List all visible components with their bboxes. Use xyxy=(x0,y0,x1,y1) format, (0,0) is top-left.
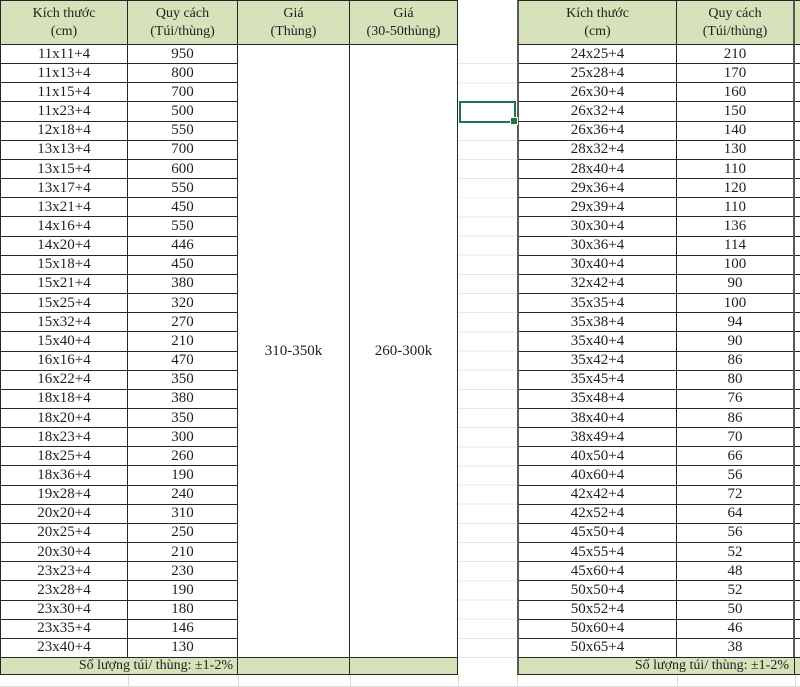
size-cell[interactable]: 11x11+4 xyxy=(1,45,127,64)
qty-cell[interactable]: 190 xyxy=(128,466,237,485)
qty-cell[interactable]: 700 xyxy=(128,141,237,160)
header-size-right-line1: Kích thước xyxy=(566,5,629,21)
qty-cell[interactable]: 550 xyxy=(128,179,237,198)
qty-cell[interactable]: 86 xyxy=(677,409,793,428)
empty-cell[interactable] xyxy=(795,179,800,198)
empty-cell[interactable] xyxy=(795,409,800,428)
qty-cell[interactable]: 52 xyxy=(677,543,793,562)
empty-cell[interactable] xyxy=(795,371,800,390)
size-cell[interactable]: 42x42+4 xyxy=(519,486,676,505)
qty-cell[interactable]: 130 xyxy=(677,141,793,160)
size-cell[interactable]: 13x15+4 xyxy=(1,160,127,179)
size-cell[interactable]: 24x25+4 xyxy=(519,45,676,64)
qty-cell[interactable]: 700 xyxy=(128,83,237,102)
size-cell[interactable]: 13x17+4 xyxy=(1,179,127,198)
size-cell[interactable]: 23x23+4 xyxy=(1,562,127,581)
size-cell[interactable]: 18x18+4 xyxy=(1,390,127,409)
qty-cell[interactable]: 130 xyxy=(128,639,237,658)
empty-cell[interactable] xyxy=(795,601,800,620)
qty-cell[interactable]: 310 xyxy=(128,505,237,524)
price-per-box-cell[interactable]: 310-350k xyxy=(238,45,350,658)
size-cell[interactable]: 50x60+4 xyxy=(519,620,676,639)
qty-cell[interactable]: 380 xyxy=(128,275,237,294)
size-cell[interactable]: 40x50+4 xyxy=(519,447,676,466)
header-size-left-line1: Kích thước xyxy=(32,5,96,21)
header-cutoff-cell xyxy=(795,0,800,45)
empty-cell[interactable] xyxy=(795,486,800,505)
qty-cell[interactable]: 150 xyxy=(677,102,793,121)
qty-cell[interactable]: 110 xyxy=(677,198,793,217)
qty-cell[interactable]: 240 xyxy=(128,486,237,505)
qty-cell[interactable]: 160 xyxy=(677,83,793,102)
header-qty-right-line2: (Túi/thùng) xyxy=(702,23,768,39)
qty-cell[interactable]: 180 xyxy=(128,601,237,620)
footer-note-left[interactable]: Số lượng túi/ thùng: ±1-2% xyxy=(0,657,238,675)
qty-cell[interactable]: 100 xyxy=(677,256,793,275)
qty-cell[interactable]: 270 xyxy=(128,313,237,332)
empty-cell[interactable] xyxy=(795,64,800,83)
size-cell[interactable]: 32x42+4 xyxy=(519,275,676,294)
header-size-right-line2: (cm) xyxy=(584,23,611,39)
empty-cell[interactable] xyxy=(795,390,800,409)
price-30-50-cell[interactable]: 260-300k xyxy=(350,45,458,658)
empty-cell[interactable] xyxy=(795,160,800,179)
qty-cell[interactable]: 50 xyxy=(677,601,793,620)
empty-cell[interactable] xyxy=(795,505,800,524)
size-cell[interactable]: 15x40+4 xyxy=(1,332,127,351)
header-qty-left-line2: (Túi/thùng) xyxy=(150,23,215,39)
size-cell[interactable]: 23x40+4 xyxy=(1,639,127,658)
size-cell[interactable]: 18x20+4 xyxy=(1,409,127,428)
header-qty-right-line1: Quy cách xyxy=(708,5,762,21)
empty-cell[interactable] xyxy=(795,45,800,64)
qty-cell[interactable]: 350 xyxy=(128,409,237,428)
footer-empty-bulk[interactable] xyxy=(350,657,458,675)
footer-left xyxy=(0,657,458,675)
size-cell[interactable]: 29x36+4 xyxy=(519,179,676,198)
qty-cell[interactable]: 38 xyxy=(677,639,793,658)
qty-cell[interactable]: 950 xyxy=(128,45,237,64)
empty-cell[interactable] xyxy=(795,466,800,485)
empty-cell[interactable] xyxy=(795,198,800,217)
size-cell[interactable]: 11x15+4 xyxy=(1,83,127,102)
qty-cell[interactable]: 500 xyxy=(128,102,237,121)
size-cell[interactable]: 35x48+4 xyxy=(519,390,676,409)
size-cell[interactable]: 28x40+4 xyxy=(519,160,676,179)
qty-cell[interactable]: 260 xyxy=(128,447,237,466)
size-cell[interactable]: 50x50+4 xyxy=(519,581,676,600)
header-price-bulk-line2: (30-50thùng) xyxy=(366,23,441,39)
size-cell[interactable]: 35x35+4 xyxy=(519,294,676,313)
qty-cell[interactable]: 450 xyxy=(128,256,237,275)
qty-cell[interactable]: 66 xyxy=(677,447,793,466)
empty-cell[interactable] xyxy=(795,543,800,562)
empty-cell[interactable] xyxy=(795,294,800,313)
qty-cell[interactable]: 140 xyxy=(677,122,793,141)
qty-cell[interactable]: 90 xyxy=(677,332,793,351)
size-cell[interactable]: 23x35+4 xyxy=(1,620,127,639)
qty-cell[interactable]: 56 xyxy=(677,524,793,543)
empty-cell[interactable] xyxy=(795,639,800,658)
header-price-box[interactable] xyxy=(238,0,350,45)
header-qty-right[interactable] xyxy=(677,0,795,45)
header-price-box-line2: (Thùng) xyxy=(270,23,317,39)
empty-cell[interactable] xyxy=(795,275,800,294)
size-cell[interactable]: 28x32+4 xyxy=(519,141,676,160)
size-cell[interactable]: 26x32+4 xyxy=(519,102,676,121)
size-cell[interactable]: 35x40+4 xyxy=(519,332,676,351)
fill-handle-icon[interactable] xyxy=(510,117,518,125)
empty-cell[interactable] xyxy=(795,217,800,236)
empty-cell[interactable] xyxy=(795,332,800,351)
size-column-left xyxy=(0,45,128,658)
header-qty-left-line1: Quy cách xyxy=(155,5,210,21)
size-cell[interactable]: 15x32+4 xyxy=(1,313,127,332)
size-cell[interactable]: 35x45+4 xyxy=(519,371,676,390)
qty-cell[interactable]: 210 xyxy=(677,45,793,64)
qty-cell[interactable]: 48 xyxy=(677,562,793,581)
qty-cell[interactable]: 120 xyxy=(677,179,793,198)
qty-cell[interactable]: 86 xyxy=(677,352,793,371)
size-cell[interactable]: 29x39+4 xyxy=(519,198,676,217)
header-price-bulk[interactable] xyxy=(350,0,458,45)
size-cell[interactable]: 15x21+4 xyxy=(1,275,127,294)
size-cell[interactable]: 23x28+4 xyxy=(1,581,127,600)
size-cell[interactable]: 11x23+4 xyxy=(1,102,127,121)
empty-cell[interactable] xyxy=(795,352,800,371)
qty-cell[interactable]: 470 xyxy=(128,352,237,371)
qty-cell[interactable]: 94 xyxy=(677,313,793,332)
size-cell[interactable]: 30x30+4 xyxy=(519,217,676,236)
qty-cell[interactable]: 64 xyxy=(677,505,793,524)
qty-cell[interactable]: 100 xyxy=(677,294,793,313)
footer-empty-box[interactable] xyxy=(238,657,350,675)
size-cell[interactable]: 11x13+4 xyxy=(1,64,127,83)
qty-cell[interactable]: 114 xyxy=(677,237,793,256)
size-cell[interactable]: 23x30+4 xyxy=(1,601,127,620)
size-cell[interactable]: 35x38+4 xyxy=(519,313,676,332)
empty-cell[interactable] xyxy=(795,122,800,141)
size-cell[interactable]: 16x16+4 xyxy=(1,352,127,371)
qty-cell[interactable]: 210 xyxy=(128,543,237,562)
empty-cell[interactable] xyxy=(795,447,800,466)
qty-cell[interactable]: 446 xyxy=(128,237,237,256)
qty-cell[interactable]: 56 xyxy=(677,466,793,485)
header-price-box-line1: Giá xyxy=(283,5,304,21)
qty-cell[interactable]: 110 xyxy=(677,160,793,179)
size-cell[interactable]: 45x50+4 xyxy=(519,524,676,543)
size-cell[interactable]: 45x60+4 xyxy=(519,562,676,581)
size-column-right xyxy=(517,45,677,658)
size-cell[interactable]: 14x16+4 xyxy=(1,217,127,236)
qty-cell[interactable]: 550 xyxy=(128,122,237,141)
size-cell[interactable]: 20x25+4 xyxy=(1,524,127,543)
size-cell[interactable]: 25x28+4 xyxy=(519,64,676,83)
qty-column-right xyxy=(677,45,795,658)
size-cell[interactable]: 26x30+4 xyxy=(519,83,676,102)
qty-cell[interactable]: 90 xyxy=(677,275,793,294)
qty-cell[interactable]: 70 xyxy=(677,428,793,447)
header-size-left[interactable] xyxy=(0,0,128,45)
selected-cell[interactable] xyxy=(459,101,516,123)
size-cell[interactable]: 50x52+4 xyxy=(519,601,676,620)
header-price-bulk-line1: Giá xyxy=(393,5,414,21)
size-cell[interactable]: 14x20+4 xyxy=(1,237,127,256)
qty-cell[interactable]: 550 xyxy=(128,217,237,236)
size-cell[interactable]: 18x25+4 xyxy=(1,447,127,466)
size-cell[interactable]: 18x23+4 xyxy=(1,428,127,447)
empty-cell[interactable] xyxy=(795,428,800,447)
size-cell[interactable]: 20x20+4 xyxy=(1,505,127,524)
size-cell[interactable]: 45x55+4 xyxy=(519,543,676,562)
size-cell[interactable]: 40x60+4 xyxy=(519,466,676,485)
qty-cell[interactable]: 170 xyxy=(677,64,793,83)
empty-cell[interactable] xyxy=(795,102,800,121)
size-cell[interactable]: 15x18+4 xyxy=(1,256,127,275)
size-cell[interactable]: 13x13+4 xyxy=(1,141,127,160)
gap-column[interactable] xyxy=(458,45,517,658)
size-cell[interactable]: 42x52+4 xyxy=(519,505,676,524)
qty-cell[interactable]: 72 xyxy=(677,486,793,505)
footer-right xyxy=(517,657,795,675)
size-cell[interactable]: 50x65+4 xyxy=(519,639,676,658)
size-cell[interactable]: 19x28+4 xyxy=(1,486,127,505)
size-cell[interactable]: 26x36+4 xyxy=(519,122,676,141)
qty-cell[interactable]: 46 xyxy=(677,620,793,639)
qty-cell[interactable]: 190 xyxy=(128,581,237,600)
empty-cell[interactable] xyxy=(795,256,800,275)
qty-cell[interactable]: 300 xyxy=(128,428,237,447)
header-qty-left[interactable] xyxy=(128,0,238,45)
empty-cell[interactable] xyxy=(795,524,800,543)
qty-cell[interactable]: 450 xyxy=(128,198,237,217)
size-cell[interactable]: 35x42+4 xyxy=(519,352,676,371)
size-cell[interactable]: 13x21+4 xyxy=(1,198,127,217)
size-cell[interactable]: 18x36+4 xyxy=(1,466,127,485)
size-cell[interactable]: 38x49+4 xyxy=(519,428,676,447)
qty-cell[interactable]: 250 xyxy=(128,524,237,543)
qty-cell[interactable]: 210 xyxy=(128,332,237,351)
qty-cell[interactable]: 52 xyxy=(677,581,793,600)
size-cell[interactable]: 12x18+4 xyxy=(1,122,127,141)
header-size-left-line2: (cm) xyxy=(50,23,78,39)
qty-cell[interactable]: 320 xyxy=(128,294,237,313)
size-cell[interactable]: 20x30+4 xyxy=(1,543,127,562)
header-size-right[interactable] xyxy=(517,0,677,45)
size-cell[interactable]: 30x36+4 xyxy=(519,237,676,256)
qty-column-left xyxy=(128,45,238,658)
empty-cell[interactable] xyxy=(795,562,800,581)
qty-cell[interactable]: 136 xyxy=(677,217,793,236)
size-cell[interactable]: 16x22+4 xyxy=(1,371,127,390)
empty-cell[interactable] xyxy=(795,313,800,332)
qty-cell[interactable]: 230 xyxy=(128,562,237,581)
empty-cell[interactable] xyxy=(795,581,800,600)
empty-cell[interactable] xyxy=(795,83,800,102)
qty-cell[interactable]: 80 xyxy=(677,371,793,390)
size-cell[interactable]: 30x40+4 xyxy=(519,256,676,275)
size-cell[interactable]: 15x25+4 xyxy=(1,294,127,313)
footer-note-right[interactable]: Số lượng túi/ thùng: ±1-2% xyxy=(517,657,795,675)
qty-cell[interactable]: 600 xyxy=(128,160,237,179)
cutoff-column xyxy=(795,45,800,658)
empty-cell[interactable] xyxy=(795,237,800,256)
qty-cell[interactable]: 350 xyxy=(128,371,237,390)
qty-cell[interactable]: 800 xyxy=(128,64,237,83)
qty-cell[interactable]: 380 xyxy=(128,390,237,409)
qty-cell[interactable]: 146 xyxy=(128,620,237,639)
qty-cell[interactable]: 76 xyxy=(677,390,793,409)
size-cell[interactable]: 38x40+4 xyxy=(519,409,676,428)
footer-cutoff-cell xyxy=(795,657,800,675)
empty-cell[interactable] xyxy=(795,620,800,639)
empty-cell[interactable] xyxy=(795,141,800,160)
